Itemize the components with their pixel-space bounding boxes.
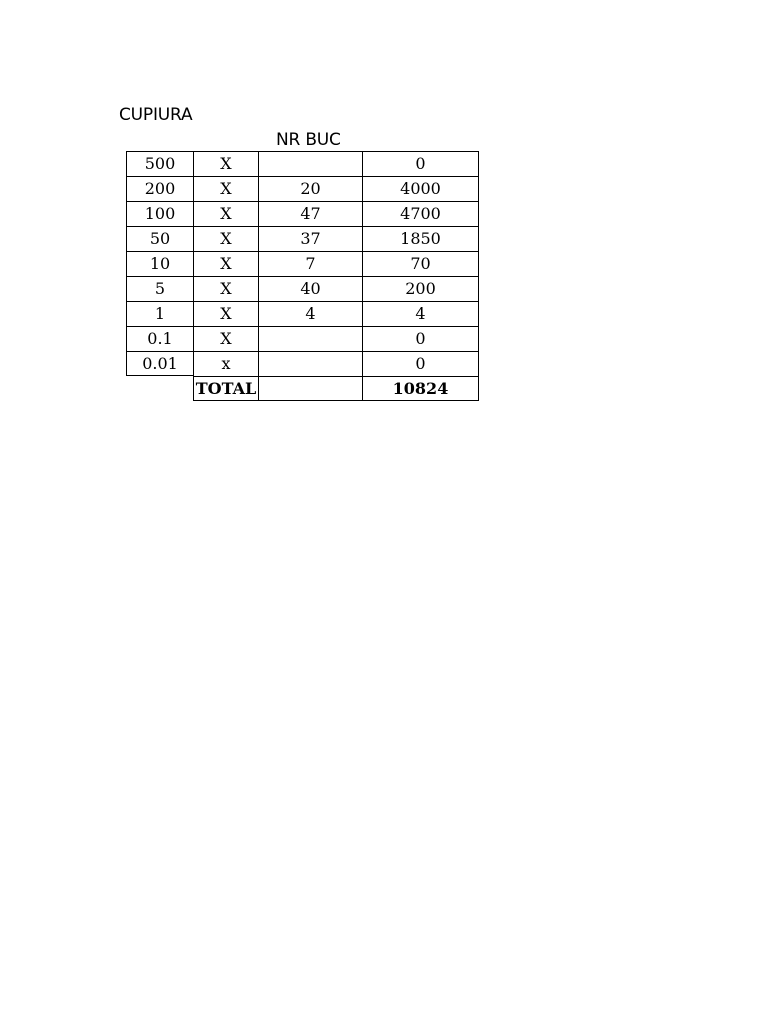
denomination-cell: 10: [126, 251, 193, 276]
nr-buc-heading: NR BUC: [276, 130, 341, 150]
total-cell: 4700: [362, 201, 479, 226]
count-cell: 40: [258, 276, 362, 301]
multiply-sign-cell: X: [193, 201, 258, 226]
count-cell: 47: [258, 201, 362, 226]
total-cell: 0: [362, 351, 479, 376]
total-cell: 0: [362, 326, 479, 351]
count-cell: [258, 351, 362, 376]
cupiura-heading: CUPIURA: [119, 105, 193, 125]
total-cell: 4: [362, 301, 479, 326]
multiply-sign-cell: X: [193, 226, 258, 251]
denomination-cell: 1: [126, 301, 193, 326]
total-cell: 70: [362, 251, 479, 276]
multiply-sign-cell: X: [193, 176, 258, 201]
count-cell: [258, 326, 362, 351]
multiply-sign-cell: X: [193, 151, 258, 176]
denomination-cell: 5: [126, 276, 193, 301]
multiply-sign-cell: X: [193, 326, 258, 351]
multiply-sign-cell: X: [193, 251, 258, 276]
denomination-cell: 0.1: [126, 326, 193, 351]
total-cell: 1850: [362, 226, 479, 251]
count-cell: 4: [258, 301, 362, 326]
grand-total-cell: 10824: [362, 376, 479, 401]
denomination-cell: 100: [126, 201, 193, 226]
count-cell: 37: [258, 226, 362, 251]
denomination-cell: 50: [126, 226, 193, 251]
count-cell: 7: [258, 251, 362, 276]
total-cell: 4000: [362, 176, 479, 201]
count-cell: [258, 151, 362, 176]
total-label-cell: TOTAL: [193, 376, 258, 401]
total-count-cell: [258, 376, 362, 401]
multiply-sign-cell: X: [193, 276, 258, 301]
total-cell: 0: [362, 151, 479, 176]
denomination-cell: 500: [126, 151, 193, 176]
count-cell: 20: [258, 176, 362, 201]
denomination-cell: 0.01: [126, 351, 193, 376]
multiply-sign-cell: X: [193, 301, 258, 326]
total-cell: 200: [362, 276, 479, 301]
multiply-sign-cell: x: [193, 351, 258, 376]
denomination-cell: 200: [126, 176, 193, 201]
